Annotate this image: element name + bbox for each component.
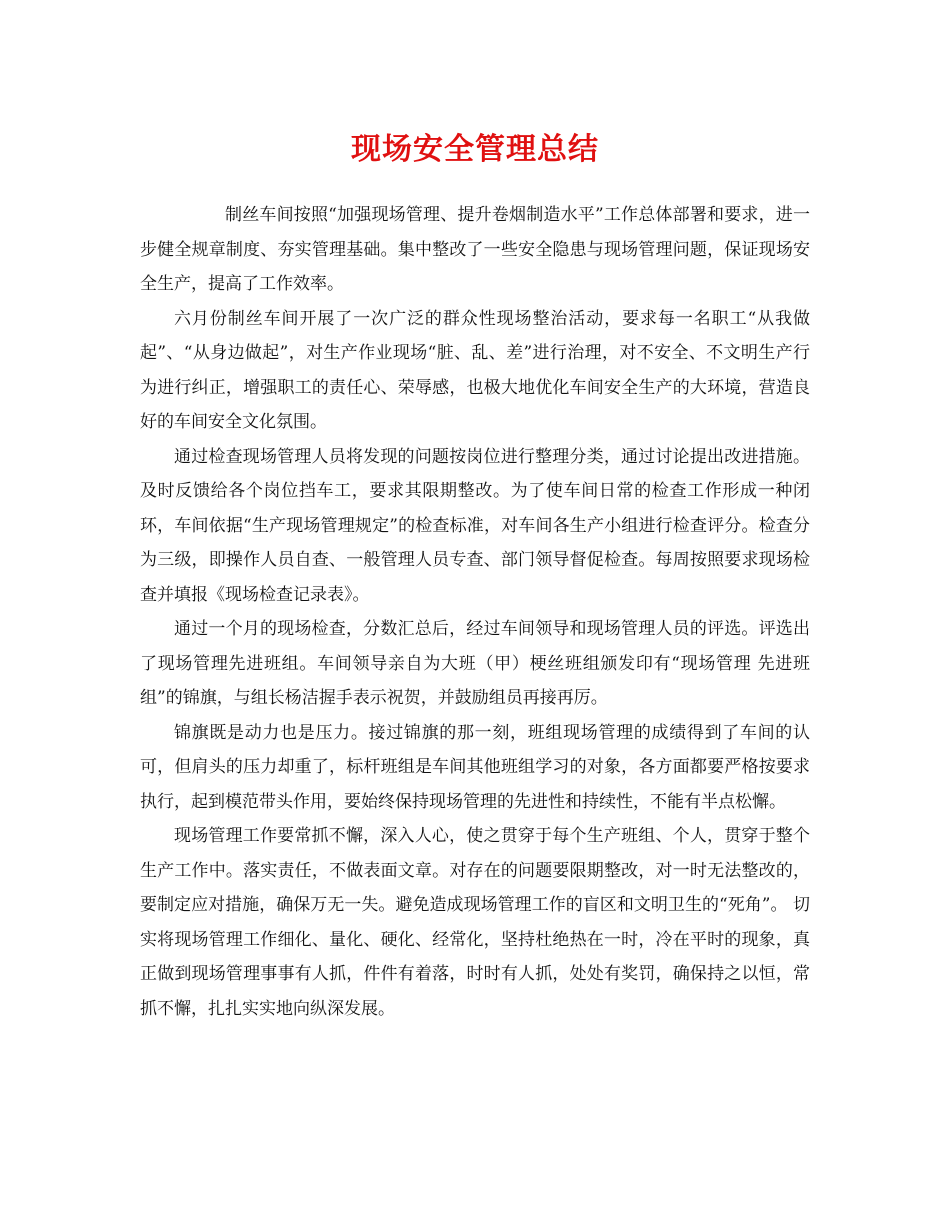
paragraph-5: 锦旗既是动力也是压力。接过锦旗的那一刻，班组现场管理的成绩得到了车间的认可，但肩头的压力却重了，标杆班组是车间其他班组学习的对象，各方面都要严格按要求执行，起到模范带头作用，要始终保持现场管理的先进性和持续性，不能有半点松懈。 (140, 722, 810, 812)
paragraph-2: 六月份制丝车间开展了一次广泛的群众性现场整治活动，要求每一名职工“从我做起”、“从身边做起”，对生产作业现场“脏、乱、差”进行治理，对不安全、不文明生产行为进行纠正，增强职工的责任心、荣辱感，也极大地优化车间安全生产的大环境，营造良好的车间安全文化氛围。 (140, 308, 810, 432)
paragraph-3: 通过检查现场管理人员将发现的问题按岗位进行整理分类，通过讨论提出改进措施。及时反馈给各个岗位挡车工，要求其限期整改。为了使车间日常的检查工作形成一种闭环，车间依据“生产现场管理规定”的检查标准，对车间各生产小组进行检查评分。检查分为三级，即操作人员自查、一般管理人员专查、部门领导督促检查。每周按照要求现场检查并填报《现场检查记录表》。 (140, 446, 810, 605)
paragraph-1: 制丝车间按照“加强现场管理、提升卷烟制造水平”工作总体部署和要求，进一步健全规章制度、夯实管理基础。集中整改了一些安全隐患与现场管理问题，保证现场安全生产，提高了工作效率。 (140, 205, 810, 294)
paragraph-4: 通过一个月的现场检查，分数汇总后，经过车间领导和现场管理人员的评选。评选出了现场管理先进班组。车间领导亲自为大班（甲）梗丝班组颁发印有“现场管理 先进班组”的锦旗，与组长杨洁握手表示祝贺，并鼓励组员再接再厉。 (140, 619, 810, 708)
document-title: 现场安全管理总结 (351, 132, 599, 167)
paragraph-6: 现场管理工作要常抓不懈，深入人心，使之贯穿于每个生产班组、个人，贯穿于整个生产工作中。落实责任，不做表面文章。对存在的问题要限期整改，对一时无法整改的，要制定应对措施，确保万无一失。避免造成现场管理工作的盲区和文明卫生的“死角”。 切实将现场管理工作细化、量化、硬化、经常化，坚持杜绝热在一时，冷在平时的现象，真正做到现场管理事事有人抓，件件有着落，时时有人抓，处处有奖罚，确保持之以恒，常抓不懈，扎扎实实地向纵深发展。 (140, 826, 810, 1019)
document-body (140, 198, 810, 1026)
